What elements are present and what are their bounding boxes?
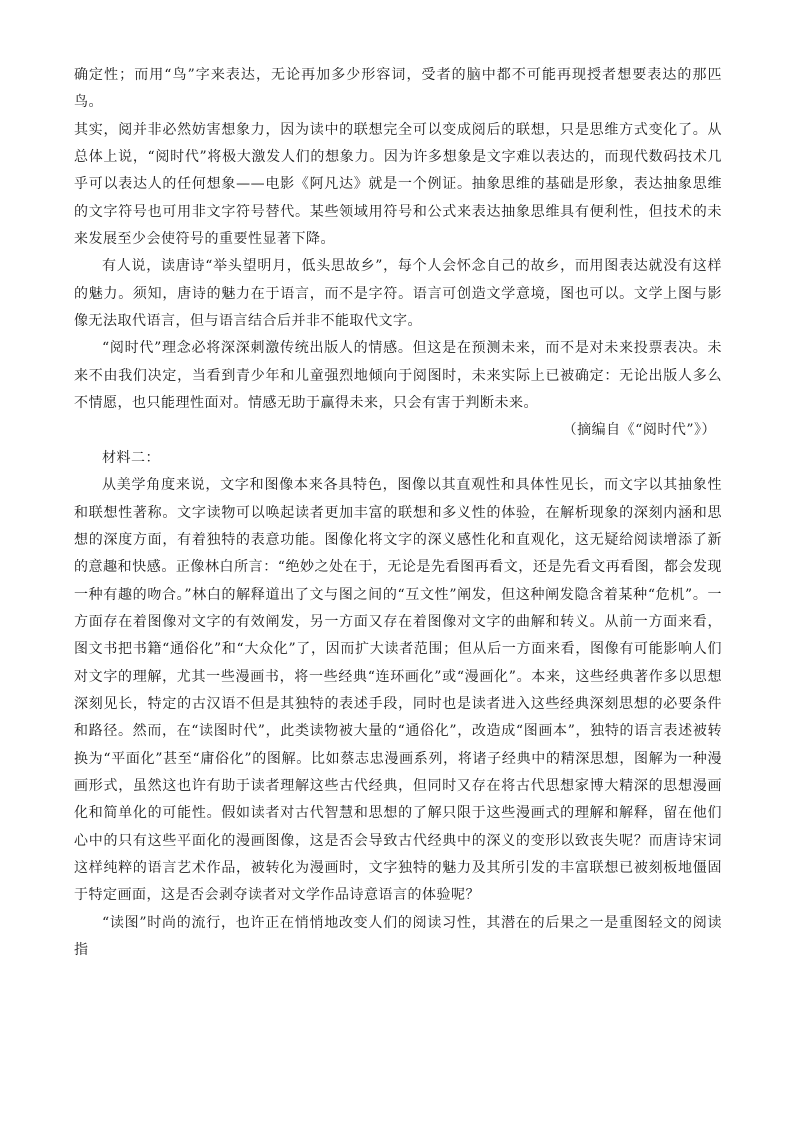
section-label: 材料二： — [102, 449, 160, 466]
document-body — [74, 62, 722, 964]
paragraph: 从美学角度来说，文字和图像本来各具特色，图像以其直观性和具体性见长，而文字以其抽象性和联想性著称。文字读物可以唤起读者更加丰富的联想和多义性的体验，在解析现象的深刻内涵和思想的深度方面，有着独特的表意功能。图像化将文字的深义感性化和直观化，这无疑给阅读增添了新的意趣和快感。正像林白所言：“绝妙之处在于，无论是先看图再看文，还是先看文再看图，都会发现一种有趣的吻合。”林白的解释道出了文与图之间的“互文性”阐发，但这种阐发隐含着某种“危机”。一方面存在着图像对文字的有效阐发，另一方面又存在着图像对文字的曲解和转义。从前一方面来看，图文书把书籍“通俗化”和“大众化”了，因而扩大读者范围；但从后一方面来看，图像有可能影响人们对文字的理解，尤其一些漫画书，将一些经典“连环画化”或“漫画化”。本来，这些经典著作多以思想深刻见长，特定的古汉语不但是其独特的表述手段，同时也是读者进入这些经典深刻思想的必要条件和路径。然而，在“读图时代”，此类读物被大量的“通俗化”，改造成“图画本”，独特的语言表述被转换为“平面化”甚至“庸俗化”的图解。比如蔡志忠漫画系列，将诸子经典中的精深思想，图解为一种漫画形式，虽然这也许有助于读者理解这些古代经典，但同时又存在将古代思想家博大精深的思想漫画化和简单化的可能性。假如读者对古代智慧和思想的了解只限于这些漫画式的理解和解释，留在他们心中的只有这些平面化的漫画图像，这是否会导致古代经典中的深义的变形以致丧失呢？而唐诗宋词这样纯粹的语言艺术作品，被转化为漫画时，文字独特的魅力及其所引发的丰富联想已被刻板地僵固于特定画面，这是否会剥夺读者对文学作品诗意语言的体验呢？ — [74, 477, 722, 904]
paragraph: “阅时代”理念必将深深刺激传统出版人的情感。但这是在预测未来，而不是对未来投票表决。未来不由我们决定，当看到青少年和儿童强烈地倾向于阅图时，未来实际上已被确定：无论出版人多么不情愿，也只能理性面对。情感无助于赢得未来，只会有害于判断未来。 — [74, 340, 722, 412]
paragraph: 确定性；而用“鸟”字来表达，无论再加多少形容词，受者的脑中都不可能再现授者想要表达的那匹鸟。 — [74, 67, 722, 111]
source-citation: （摘编自《“阅时代”》） — [562, 422, 716, 439]
paragraph: 其实，阅并非必然妨害想象力，因为读中的联想完全可以变成阅后的联想，只是思维方式变化了。从总体上说，“阅时代”将极大激发人们的想象力。因为许多想象是文字难以表达的，而现代数码技术几乎可以表达人的任何想象——电影《阿凡达》就是一个例证。抽象思维的基础是形象，表达抽象思维的文字符号也可用非文字符号替代。某些领域用符号和公式来表达抽象思维具有便利性，但技术的未来发展至少会使符号的重要性显著下降。 — [74, 121, 722, 248]
paragraph: 有人说，读唐诗“举头望明月，低头思故乡”，每个人会怀念自己的故乡，而用图表达就没有这样的魅力。须知，唐诗的魅力在于语言，而不是字符。语言可创造文学意境，图也可以。文学上图与影像无法取代语言，但与语言结合后并非不能取代文字。 — [74, 258, 722, 330]
paragraph: “读图”时尚的流行，也许正在悄悄地改变人们的阅读习性，其潜在的后果之一是重图轻文的阅读指 — [74, 914, 722, 958]
